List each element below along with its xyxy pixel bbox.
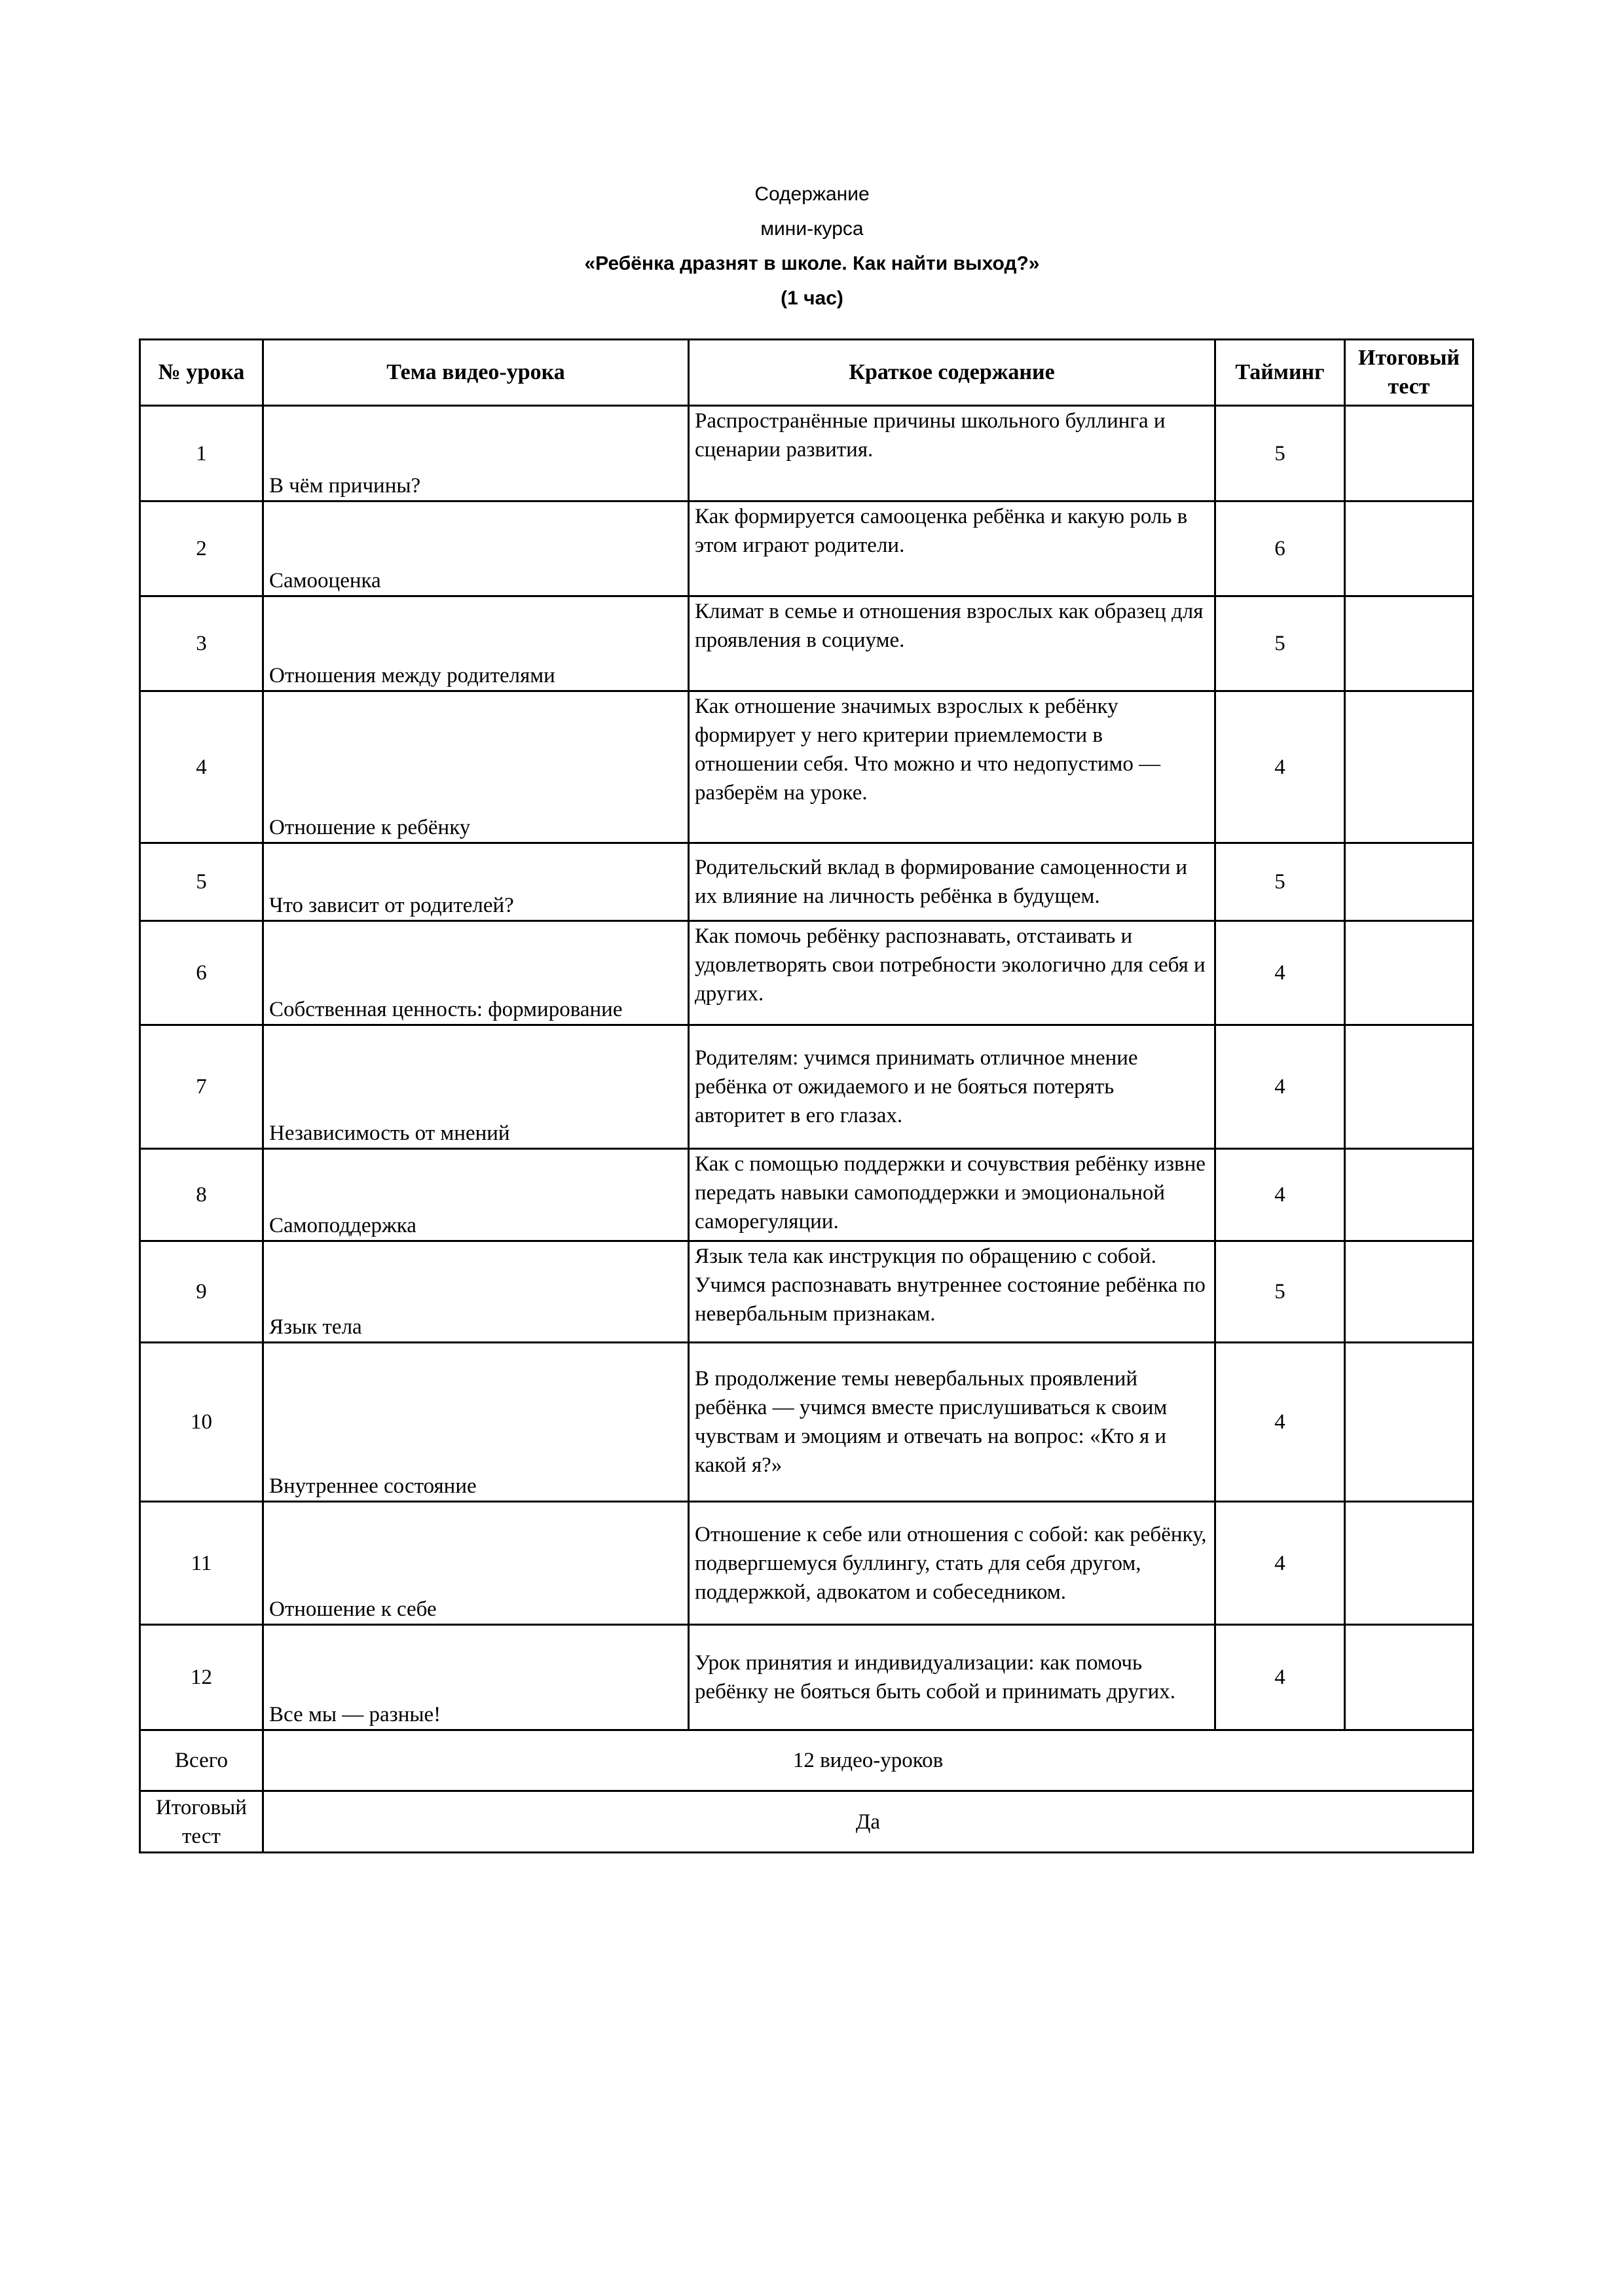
lesson-description: Как формируется самооценка ребёнка и какую роль в этом играют родители. bbox=[689, 501, 1215, 596]
lesson-final-test bbox=[1345, 1343, 1473, 1502]
lesson-topic: Самоподдержка bbox=[263, 1149, 689, 1241]
lesson-final-test bbox=[1345, 843, 1473, 921]
lesson-description: Распространённые причины школьного буллинга и сценарии развития. bbox=[689, 406, 1215, 501]
header-description: Краткое содержание bbox=[689, 340, 1215, 406]
lesson-final-test bbox=[1345, 501, 1473, 596]
lesson-final-test bbox=[1345, 1502, 1473, 1625]
total-value: 12 видео-уроков bbox=[263, 1730, 1473, 1791]
course-name: «Ребёнка дразнят в школе. Как найти выход?» bbox=[584, 253, 1040, 274]
lesson-description: В продолжение темы невербальных проявлений ребёнка — учимся вместе прислушиваться к своим чувствам и эмоциям и отвечать на вопрос: «Кто я и какой я?» bbox=[689, 1343, 1215, 1502]
lesson-number: 2 bbox=[140, 501, 263, 596]
lesson-final-test bbox=[1345, 596, 1473, 691]
course-table bbox=[139, 338, 1474, 1853]
table-row bbox=[140, 1149, 1473, 1241]
lesson-timing: 5 bbox=[1215, 843, 1345, 921]
lesson-description: Урок принятия и индивидуализации: как помочь ребёнку не бояться быть собой и принимать других. bbox=[689, 1625, 1215, 1730]
lesson-timing: 5 bbox=[1215, 406, 1345, 501]
lesson-topic: Отношение к себе bbox=[263, 1502, 689, 1625]
lesson-final-test bbox=[1345, 1025, 1473, 1149]
lesson-final-test bbox=[1345, 1625, 1473, 1730]
lesson-number: 12 bbox=[140, 1625, 263, 1730]
lesson-timing: 4 bbox=[1215, 1025, 1345, 1149]
lesson-timing: 4 bbox=[1215, 1625, 1345, 1730]
lesson-number: 11 bbox=[140, 1502, 263, 1625]
table-row bbox=[140, 501, 1473, 596]
lesson-description: Как с помощью поддержки и сочувствия ребёнку извне передать навыки самоподдержки и эмоциональной саморегуляции. bbox=[689, 1149, 1215, 1241]
lesson-topic: Отношение к ребёнку bbox=[263, 691, 689, 843]
lesson-description: Язык тела как инструкция по обращению с собой. Учимся распознавать внутреннее состояние ребёнка по невербальным признакам. bbox=[689, 1241, 1215, 1343]
table-row bbox=[140, 1502, 1473, 1625]
final-test-value: Да bbox=[263, 1791, 1473, 1853]
lesson-final-test bbox=[1345, 1241, 1473, 1343]
lesson-description: Как отношение значимых взрослых к ребёнку формирует у него критерии приемлемости в отношении себя. Что можно и что недопустимо — разберём на уроке. bbox=[689, 691, 1215, 843]
lesson-final-test bbox=[1345, 406, 1473, 501]
header-timing: Тайминг bbox=[1215, 340, 1345, 406]
lesson-topic: Отношения между родителями bbox=[263, 596, 689, 691]
document-title bbox=[0, 177, 1624, 316]
table-row bbox=[140, 596, 1473, 691]
header-final-test: Итоговый тест bbox=[1345, 340, 1473, 406]
lesson-timing: 6 bbox=[1215, 501, 1345, 596]
lesson-topic: Собственная ценность: формирование bbox=[263, 921, 689, 1025]
table-header-row bbox=[140, 340, 1473, 406]
lesson-timing: 4 bbox=[1215, 1149, 1345, 1241]
lesson-final-test bbox=[1345, 1149, 1473, 1241]
total-label: Всего bbox=[140, 1730, 263, 1791]
lesson-timing: 4 bbox=[1215, 921, 1345, 1025]
lesson-number: 8 bbox=[140, 1149, 263, 1241]
lesson-topic: В чём причины? bbox=[263, 406, 689, 501]
final-test-label: Итоговый тест bbox=[140, 1791, 263, 1853]
lesson-number: 7 bbox=[140, 1025, 263, 1149]
lesson-final-test bbox=[1345, 691, 1473, 843]
lesson-timing: 4 bbox=[1215, 1502, 1345, 1625]
lesson-number: 3 bbox=[140, 596, 263, 691]
header-topic: Тема видео-урока bbox=[263, 340, 689, 406]
lesson-timing: 5 bbox=[1215, 596, 1345, 691]
lesson-description: Родителям: учимся принимать отличное мнение ребёнка от ожидаемого и не бояться потерять авторитет в его глазах. bbox=[689, 1025, 1215, 1149]
table-row bbox=[140, 921, 1473, 1025]
lesson-timing: 4 bbox=[1215, 691, 1345, 843]
lesson-number: 6 bbox=[140, 921, 263, 1025]
lesson-description: Как помочь ребёнку распознавать, отстаивать и удовлетворять свои потребности экологично для себя и других. bbox=[689, 921, 1215, 1025]
lesson-description: Родительский вклад в формирование самоценности и их влияние на личность ребёнка в будущем. bbox=[689, 843, 1215, 921]
table-row bbox=[140, 1625, 1473, 1730]
lesson-number: 5 bbox=[140, 843, 263, 921]
lesson-topic: Что зависит от родителей? bbox=[263, 843, 689, 921]
table-row bbox=[140, 691, 1473, 843]
table-row bbox=[140, 406, 1473, 501]
lesson-topic: Независимость от мнений bbox=[263, 1025, 689, 1149]
lesson-description: Климат в семье и отношения взрослых как образец для проявления в социуме. bbox=[689, 596, 1215, 691]
lesson-timing: 4 bbox=[1215, 1343, 1345, 1502]
total-row bbox=[140, 1730, 1473, 1791]
lesson-topic: Самооценка bbox=[263, 501, 689, 596]
title-contents: Содержание bbox=[754, 183, 870, 205]
course-duration: (1 час) bbox=[781, 287, 843, 309]
table-row bbox=[140, 1025, 1473, 1149]
lesson-description: Отношение к себе или отношения с собой: как ребёнку, подвергшемуся буллингу, стать для себя другом, поддержкой, адвокатом и собеседником. bbox=[689, 1502, 1215, 1625]
lesson-number: 10 bbox=[140, 1343, 263, 1502]
table-row bbox=[140, 1343, 1473, 1502]
table-row bbox=[140, 1241, 1473, 1343]
lesson-number: 4 bbox=[140, 691, 263, 843]
lesson-topic: Внутреннее состояние bbox=[263, 1343, 689, 1502]
lesson-timing: 5 bbox=[1215, 1241, 1345, 1343]
header-lesson-number: № урока bbox=[140, 340, 263, 406]
lesson-final-test bbox=[1345, 921, 1473, 1025]
lesson-number: 9 bbox=[140, 1241, 263, 1343]
lesson-topic: Язык тела bbox=[263, 1241, 689, 1343]
title-minicourse: мини-курса bbox=[760, 218, 864, 240]
table-row bbox=[140, 843, 1473, 921]
lesson-number: 1 bbox=[140, 406, 263, 501]
final-test-row bbox=[140, 1791, 1473, 1853]
lesson-topic: Все мы — разные! bbox=[263, 1625, 689, 1730]
